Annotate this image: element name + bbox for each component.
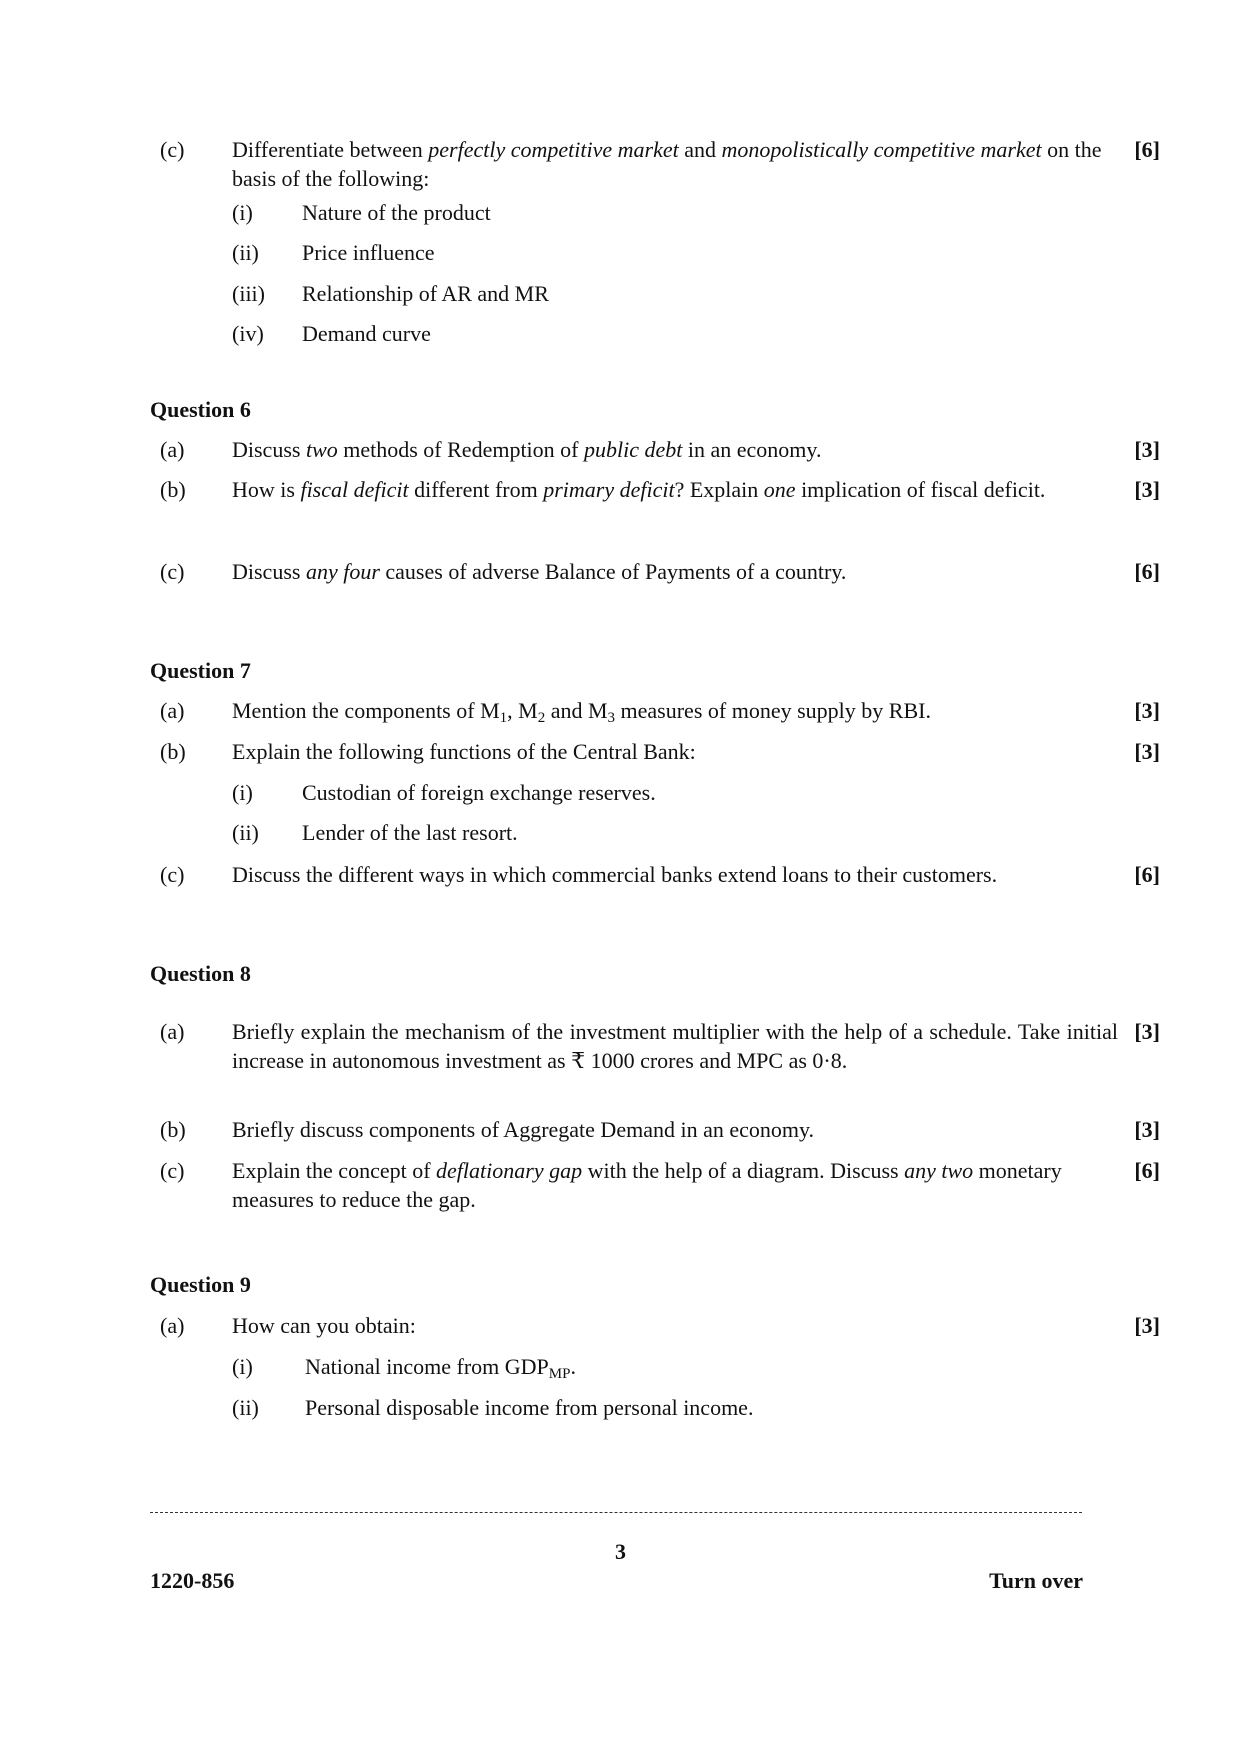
- question-8-title: Question 8: [150, 961, 251, 986]
- q8b-text: Briefly discuss components of Aggregate Demand in an economy.: [232, 1117, 815, 1142]
- q9a-text: How can you obtain:: [232, 1313, 416, 1338]
- question-6-title: Question 6: [150, 397, 251, 422]
- q5c-label: (c): [160, 137, 185, 162]
- q5c-marks: [6]: [1134, 137, 1160, 162]
- footer-divider: [150, 1512, 1082, 1513]
- q8a-marks: [3]: [1134, 1019, 1160, 1044]
- q8b-marks: [3]: [1134, 1117, 1160, 1142]
- q8c-marks: [6]: [1134, 1158, 1160, 1183]
- q6c-marks: [6]: [1134, 559, 1160, 584]
- q7a-marks: [3]: [1134, 698, 1160, 723]
- q6b-marks: [3]: [1134, 477, 1160, 502]
- q7b-text: Explain the following functions of the Central Bank:: [232, 739, 696, 764]
- q7a-text: Mention the components of $M_1$, $M_2$ and $M_3$ measures of money supply by RBI.: [232, 698, 931, 726]
- paper-code: 1220-856: [150, 1568, 235, 1593]
- q6a-marks: [3]: [1134, 437, 1160, 462]
- q8a-text: Briefly explain the mechanism of the investment multiplier with the help of a schedule. Take initial increase in autonomous investment as ₹ 1000 crores and MPC as 0·8.: [232, 1019, 1118, 1073]
- q6a-text: Discuss two methods of Redemption of public debt in an economy.: [232, 437, 822, 462]
- q6b-text: How is fiscal deficit different from primary deficit? Explain one implication of fiscal deficit.: [232, 477, 1046, 502]
- q6c-text: Discuss any four causes of adverse Balance of Payments of a country.: [232, 559, 847, 584]
- turn-over-label: Turn over: [989, 1568, 1083, 1593]
- q7c-text: Discuss the different ways in which commercial banks extend loans to their customers.: [232, 862, 998, 887]
- page-number: 3: [615, 1539, 626, 1564]
- q7b-marks: [3]: [1134, 739, 1160, 764]
- q5c-text: Differentiate between perfectly competitive market and monopolistically competitive market on the basis of the following:: [232, 137, 1102, 191]
- q8c-text: Explain the concept of deflationary gap with the help of a diagram. Discuss any two monetary measures to reduce the gap.: [232, 1158, 1062, 1212]
- question-9-title: Question 9: [150, 1272, 251, 1297]
- q9a-marks: [3]: [1134, 1313, 1160, 1338]
- q7c-marks: [6]: [1134, 862, 1160, 887]
- question-7-title: Question 7: [150, 658, 251, 683]
